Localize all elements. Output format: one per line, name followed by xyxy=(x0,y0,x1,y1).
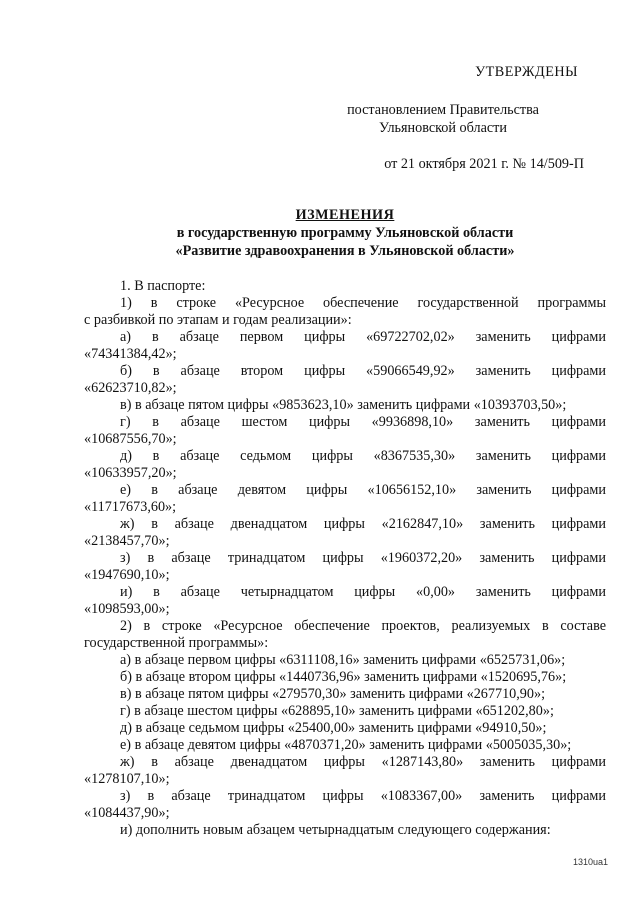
body-line: е) в абзаце девятом цифры «10656152,10» заменить цифрами xyxy=(120,482,606,498)
body-line: «1278107,10»; xyxy=(84,771,170,787)
body-line: д) в абзаце седьмом цифры «8367535,30» заменить цифрами xyxy=(120,448,606,464)
document-title xyxy=(90,206,600,260)
body-line: «1098593,00»; xyxy=(84,601,170,617)
approved-label: УТВЕРЖДЕНЫ xyxy=(475,64,578,80)
decree-date: от 21 октября 2021 г. № 14/509-П xyxy=(384,156,584,172)
body-line: е) в абзаце девятом цифры «4870371,20» заменить цифрами «5005035,30»; xyxy=(120,737,572,753)
body-line: ж) в абзаце двенадцатом цифры «2162847,10» заменить цифрами xyxy=(120,516,606,532)
title-line-1: ИЗМЕНЕНИЯ xyxy=(295,207,395,223)
body-line: «10687556,70»; xyxy=(84,431,177,447)
body-line: б) в абзаце втором цифры «1440736,96» заменить цифрами «1520695,76»; xyxy=(120,669,567,685)
body-line: «1947690,10»; xyxy=(84,567,170,583)
body-line: государственной программы»: xyxy=(84,635,269,651)
body-line: а) в абзаце первом цифры «6311108,16» заменить цифрами «6525731,06»; xyxy=(120,652,566,668)
body-line: в) в абзаце пятом цифры «9853623,10» заменить цифрами «10393703,50»; xyxy=(120,397,567,413)
body-line: «74341384,42»; xyxy=(84,346,177,362)
body-line: с разбивкой по этапам и годам реализации»: xyxy=(84,312,352,328)
document-body xyxy=(84,278,606,839)
body-line: «62623710,82»; xyxy=(84,380,177,396)
body-line: «2138457,70»; xyxy=(84,533,170,549)
body-line: «1084437,90»; xyxy=(84,805,170,821)
body-line: д) в абзаце седьмом цифры «25400,00» заменить цифрами «94910,50»; xyxy=(120,720,547,736)
title-line-2: в государственную программу Ульяновской области xyxy=(176,225,514,241)
body-line: г) в абзаце шестом цифры «9936898,10» заменить цифрами xyxy=(120,414,606,430)
body-line: г) в абзаце шестом цифры «628895,10» заменить цифрами «651202,80»; xyxy=(120,703,554,719)
body-line: в) в абзаце пятом цифры «279570,30» заменить цифрами «267710,90»; xyxy=(120,686,546,702)
body-line: 1) в строке «Ресурсное обеспечение государственной программы xyxy=(120,295,606,311)
title-line-3: «Развитие здравоохранения в Ульяновской области» xyxy=(175,243,515,259)
body-line: «10633957,20»; xyxy=(84,465,177,481)
body-line: ж) в абзаце двенадцатом цифры «1287143,80» заменить цифрами xyxy=(120,754,606,770)
body-line: а) в абзаце первом цифры «69722702,02» заменить цифрами xyxy=(120,329,606,345)
section-heading: 1. В паспорте: xyxy=(120,278,206,294)
body-line: и) дополнить новым абзацем четырнадцатым следующего содержания: xyxy=(120,822,551,838)
body-line: з) в абзаце тринадцатом цифры «1960372,20» заменить цифрами xyxy=(120,550,606,566)
body-line: з) в абзаце тринадцатом цифры «1083367,00» заменить цифрами xyxy=(120,788,606,804)
body-line: б) в абзаце втором цифры «59066549,92» заменить цифрами xyxy=(120,363,606,379)
decree-line-1: постановлением Правительства xyxy=(347,102,539,118)
body-line: «11717673,60»; xyxy=(84,499,177,515)
body-line: и) в абзаце четырнадцатом цифры «0,00» заменить цифрами xyxy=(120,584,606,600)
body-line: 2) в строке «Ресурсное обеспечение проектов, реализуемых в составе xyxy=(120,618,606,634)
footer-code: 1310ua1 xyxy=(572,857,608,867)
decree-line-2: Ульяновской области xyxy=(379,120,507,136)
